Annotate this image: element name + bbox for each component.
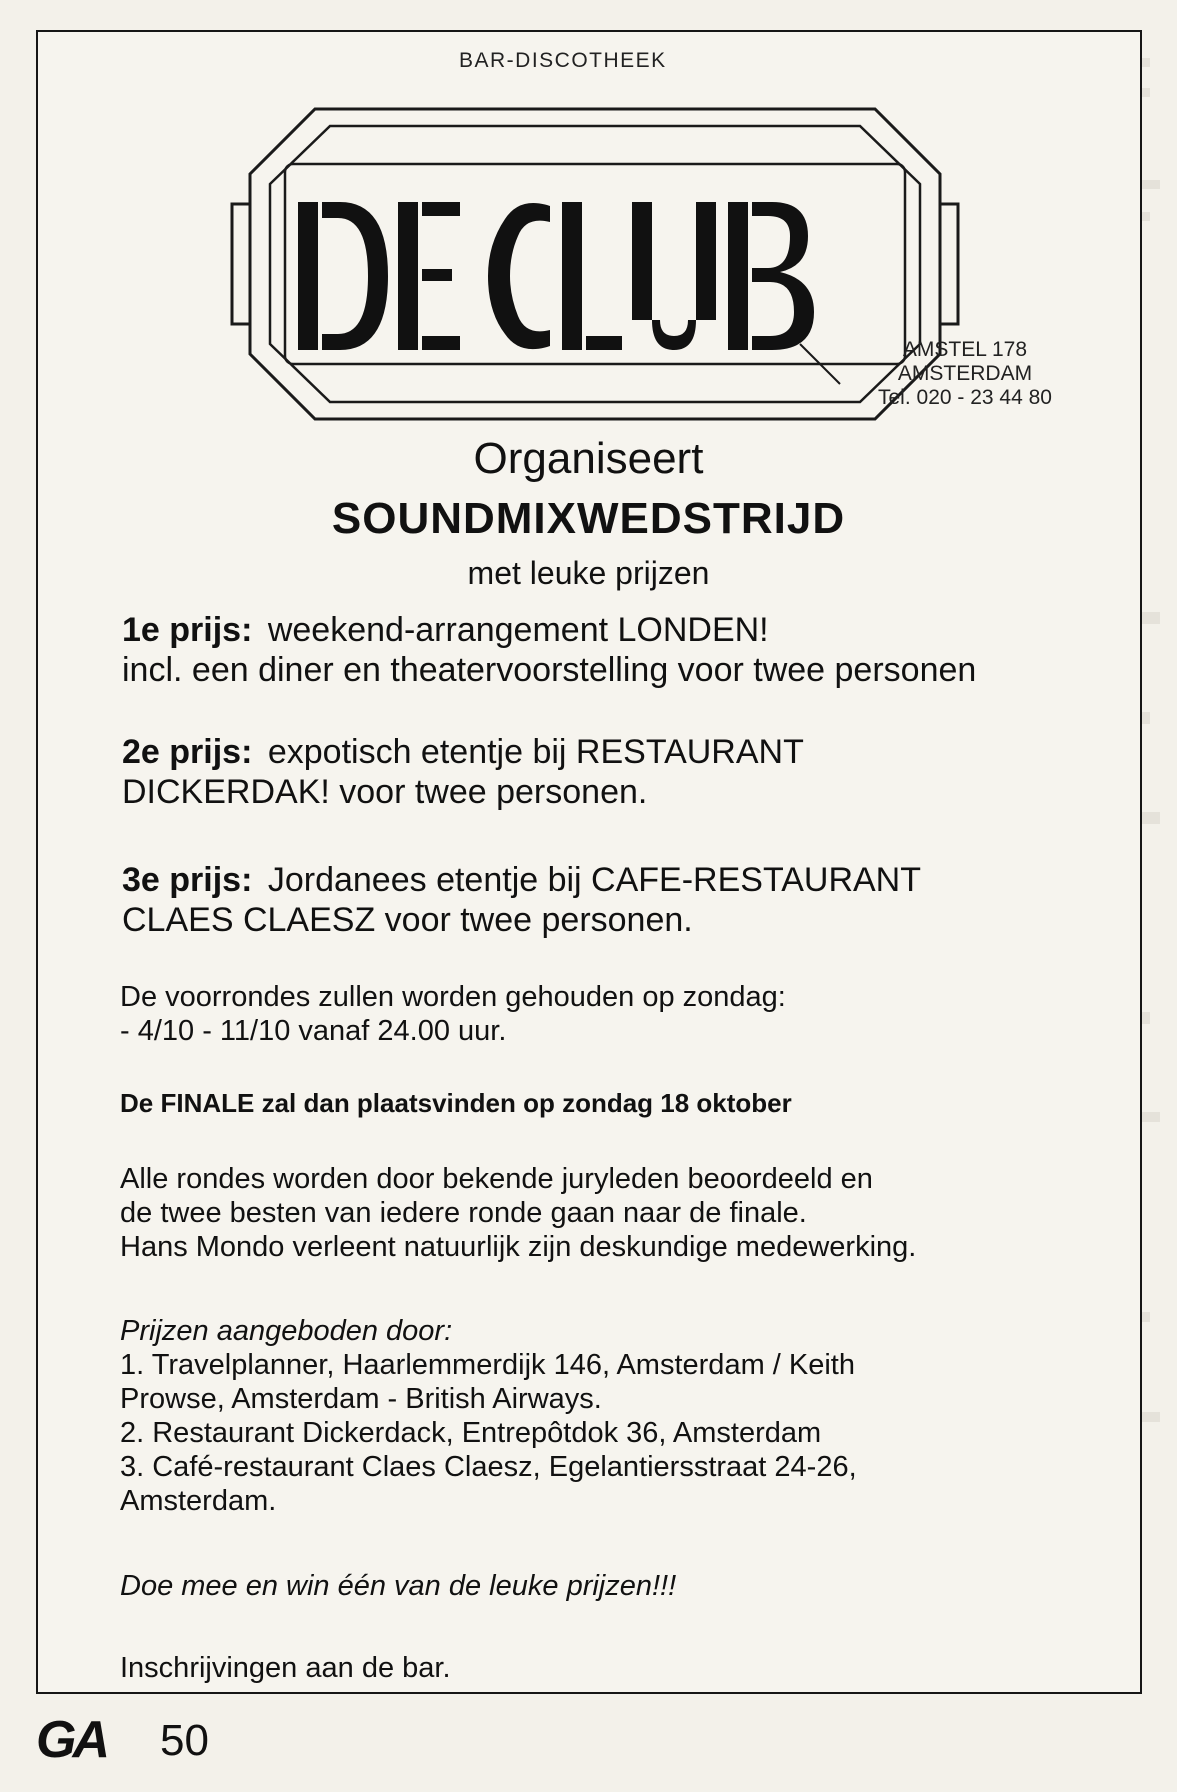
address-phone: Tel. 020 - 23 44 80 <box>878 386 1052 409</box>
registration-note: Inschrijvingen aan de bar. <box>120 1652 451 1684</box>
rounds-info <box>120 980 786 1048</box>
prize-1-label: 1e prijs: <box>122 611 253 649</box>
soundmix-headline: SOUNDMIXWEDSTRIJD <box>331 494 846 543</box>
rounds-line-1: De voorrondes zullen worden gehouden op zondag: <box>120 981 786 1013</box>
address-city: AMSTERDAM <box>897 362 1033 385</box>
sponsor-line-3: 2. Restaurant Dickerdack, Entrepôtdok 36, Amsterdam <box>120 1417 822 1449</box>
de-club-logo <box>220 84 970 444</box>
organiseert-line: Organiseert <box>473 434 704 483</box>
finale-announcement: De FINALE zal dan plaatsvinden op zondag 18 oktober <box>120 1088 792 1118</box>
advertisement-frame <box>36 30 1142 1694</box>
page-number: 50 <box>160 1716 209 1765</box>
prize-1-line-2: incl. een diner en theatervoorstelling voor twee personen <box>122 651 977 689</box>
club-address <box>878 338 1052 410</box>
prize-2-line-2: DICKERDAK! voor twee personen. <box>122 773 648 811</box>
prize-sponsors <box>120 1314 857 1518</box>
prizes-subline: met leuke prijzen <box>467 555 710 591</box>
jury-line-3: Hans Mondo verleent natuurlijk zijn deskundige medewerking. <box>120 1231 917 1263</box>
address-street: AMSTEL 178 <box>902 338 1028 361</box>
prize-3-line-2: CLAES CLAESZ voor twee personen. <box>122 901 693 939</box>
ga-magazine-logo: GA <box>36 1711 106 1769</box>
sponsor-line-5: Amsterdam. <box>120 1485 277 1517</box>
prize-2 <box>122 732 804 812</box>
prize-3 <box>122 860 921 940</box>
jury-line-2: de twee besten van iedere ronde gaan naar de finale. <box>120 1197 807 1229</box>
participate-callout: Doe mee en win één van de leuke prijzen!!! <box>120 1570 677 1602</box>
prize-1-line-1: weekend-arrangement LONDEN! <box>267 611 769 649</box>
sponsor-line-2: Prowse, Amsterdam - British Airways. <box>120 1383 602 1415</box>
sponsors-heading: Prijzen aangeboden door: <box>120 1315 453 1347</box>
rounds-line-2: - 4/10 - 11/10 vanaf 24.00 uur. <box>120 1015 507 1047</box>
jury-info <box>120 1162 916 1264</box>
prize-2-line-1: expotisch etentje bij RESTAURANT <box>267 733 804 771</box>
bar-discotheek-kicker: BAR-DISCOTHEEK <box>459 49 667 72</box>
prize-2-label: 2e prijs: <box>122 733 253 771</box>
sponsor-line-1: 1. Travelplanner, Haarlemmerdijk 146, Amsterdam / Keith <box>120 1349 855 1381</box>
prize-1 <box>122 610 976 690</box>
prize-3-line-1: Jordanees etentje bij CAFE-RESTAURANT <box>267 861 921 899</box>
prize-3-label: 3e prijs: <box>122 861 253 899</box>
sponsor-line-4: 3. Café-restaurant Claes Claesz, Egelantiersstraat 24-26, <box>120 1451 857 1483</box>
jury-line-1: Alle rondes worden door bekende juryleden beoordeeld en <box>120 1163 873 1195</box>
